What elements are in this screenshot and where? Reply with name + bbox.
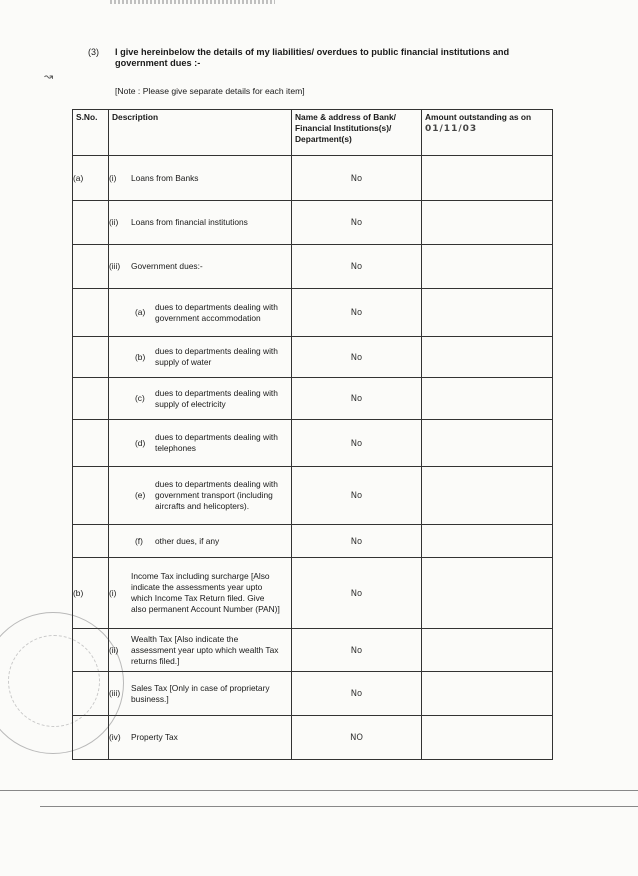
row-amount-cell <box>422 201 553 245</box>
row-amount-cell <box>422 629 553 672</box>
row-letter: (a) <box>73 156 109 201</box>
table-row <box>73 201 553 245</box>
row-name-value: No <box>292 156 422 201</box>
page-rule-top <box>0 790 638 791</box>
table-row <box>73 629 553 672</box>
header-amount-date: 01/11/03 <box>425 124 478 134</box>
row-name-value: NO <box>292 716 422 760</box>
row-letter <box>73 420 109 467</box>
row-description-cell <box>109 629 292 672</box>
row-amount-cell <box>422 378 553 420</box>
row-description-cell <box>109 289 292 337</box>
row-letter <box>73 289 109 337</box>
row-sub-wrap <box>109 346 291 368</box>
section-note: [Note : Please give separate details for each item] <box>115 86 305 96</box>
row-name-value: No <box>292 201 422 245</box>
row-amount-cell <box>422 420 553 467</box>
row-description: dues to departments dealing with telephones <box>155 432 278 453</box>
row-amount-cell <box>422 156 553 201</box>
row-sub-letter: (c) <box>135 393 145 403</box>
table-row <box>73 672 553 716</box>
row-sub-wrap <box>109 388 291 410</box>
row-description: dues to departments dealing with supply of electricity <box>155 387 278 409</box>
margin-mark: ↝ <box>44 71 54 83</box>
row-name-value: No <box>292 337 422 378</box>
header-amount-prefix: Amount outstanding as on <box>425 112 532 122</box>
row-name-value: No <box>292 420 422 467</box>
row-description: dues to departments dealing with government transport (including aircrafts and helicopters). <box>155 479 278 511</box>
row-description-cell <box>109 156 292 201</box>
row-description-cell <box>109 716 292 760</box>
row-letter <box>73 467 109 525</box>
row-amount-cell <box>422 467 553 525</box>
row-description: dues to departments dealing with government accommodation <box>155 301 278 323</box>
header-sno: S.No. <box>73 110 109 156</box>
table-row <box>73 289 553 337</box>
row-letter <box>73 201 109 245</box>
row-sub-letter: (a) <box>135 307 146 317</box>
row-sub-wrap <box>109 479 291 512</box>
row-letter <box>73 378 109 420</box>
table-row <box>73 525 553 558</box>
row-roman: (iii) <box>109 261 121 272</box>
row-description: Income Tax including surcharge [Also indicate the assessments year upto which Income Tax Return filed. Give also permanent Account Number (PAN)] <box>131 571 280 614</box>
row-name-value: No <box>292 525 422 558</box>
row-name-value: No <box>292 378 422 420</box>
row-name-value: No <box>292 289 422 337</box>
top-smudge <box>110 0 275 4</box>
header-amount <box>422 110 553 156</box>
header-description: Description <box>109 110 292 156</box>
liabilities-table <box>72 109 553 760</box>
table-row <box>73 337 553 378</box>
row-letter <box>73 245 109 289</box>
row-amount-cell <box>422 525 553 558</box>
row-description: Government dues:- <box>131 261 203 272</box>
row-name-value: No <box>292 467 422 525</box>
row-description: dues to departments dealing with supply of water <box>155 346 278 367</box>
section-number: (3) <box>88 47 99 57</box>
row-description: Sales Tax [Only in case of proprietary business.] <box>131 682 270 704</box>
row-sub-letter: (e) <box>135 490 146 500</box>
row-letter <box>73 629 109 672</box>
row-name-value: No <box>292 672 422 716</box>
table-row <box>73 420 553 467</box>
row-amount-cell <box>422 245 553 289</box>
row-letter <box>73 672 109 716</box>
row-description-cell <box>109 201 292 245</box>
table-row <box>73 156 553 201</box>
row-amount-cell <box>422 289 553 337</box>
row-sub-wrap <box>109 302 291 324</box>
row-letter <box>73 525 109 558</box>
row-roman: (ii) <box>109 644 119 655</box>
row-name-value: No <box>292 245 422 289</box>
row-sub-wrap <box>109 432 291 454</box>
row-description: Wealth Tax [Also indicate the assessment year upto which wealth Tax returns filed.] <box>131 633 279 666</box>
row-description: Loans from Banks <box>131 172 199 183</box>
table-header-row <box>73 110 553 156</box>
row-letter <box>73 716 109 760</box>
table-row <box>73 245 553 289</box>
table-row <box>73 558 553 629</box>
row-description: Property Tax <box>131 732 178 743</box>
row-amount-cell <box>422 716 553 760</box>
row-sub-letter: (d) <box>135 437 146 448</box>
row-roman: (iv) <box>109 732 121 743</box>
row-amount-cell <box>422 672 553 716</box>
row-description-cell <box>109 672 292 716</box>
table-row <box>73 716 553 760</box>
row-roman: (iii) <box>109 688 121 698</box>
row-description: other dues, if any <box>155 535 220 546</box>
row-sub-wrap <box>109 536 291 547</box>
row-description-cell <box>109 420 292 467</box>
section-intro: I give hereinbelow the details of my liabilities/ overdues to public financial institutions and government dues :- <box>115 47 510 68</box>
row-amount-cell <box>422 337 553 378</box>
row-name-value: No <box>292 558 422 629</box>
row-description-cell <box>109 245 292 289</box>
row-sub-letter: (f) <box>135 535 143 546</box>
row-description-cell <box>109 378 292 420</box>
header-name: Name & address of Bank/ Financial Institutions(s)/ Department(s) <box>292 110 422 156</box>
row-description-cell <box>109 467 292 525</box>
row-description-cell <box>109 337 292 378</box>
table-row <box>73 378 553 420</box>
row-letter: (b) <box>73 558 109 629</box>
row-roman: (i) <box>109 587 117 598</box>
row-roman: (i) <box>109 172 117 183</box>
row-sub-letter: (b) <box>135 351 146 362</box>
row-description-cell <box>109 558 292 629</box>
page-rule-bottom <box>40 806 638 807</box>
row-roman: (ii) <box>109 217 119 228</box>
table-row <box>73 467 553 525</box>
row-letter <box>73 337 109 378</box>
row-description: Loans from financial institutions <box>131 217 248 228</box>
row-description-cell <box>109 525 292 558</box>
row-amount-cell <box>422 558 553 629</box>
row-name-value: No <box>292 629 422 672</box>
